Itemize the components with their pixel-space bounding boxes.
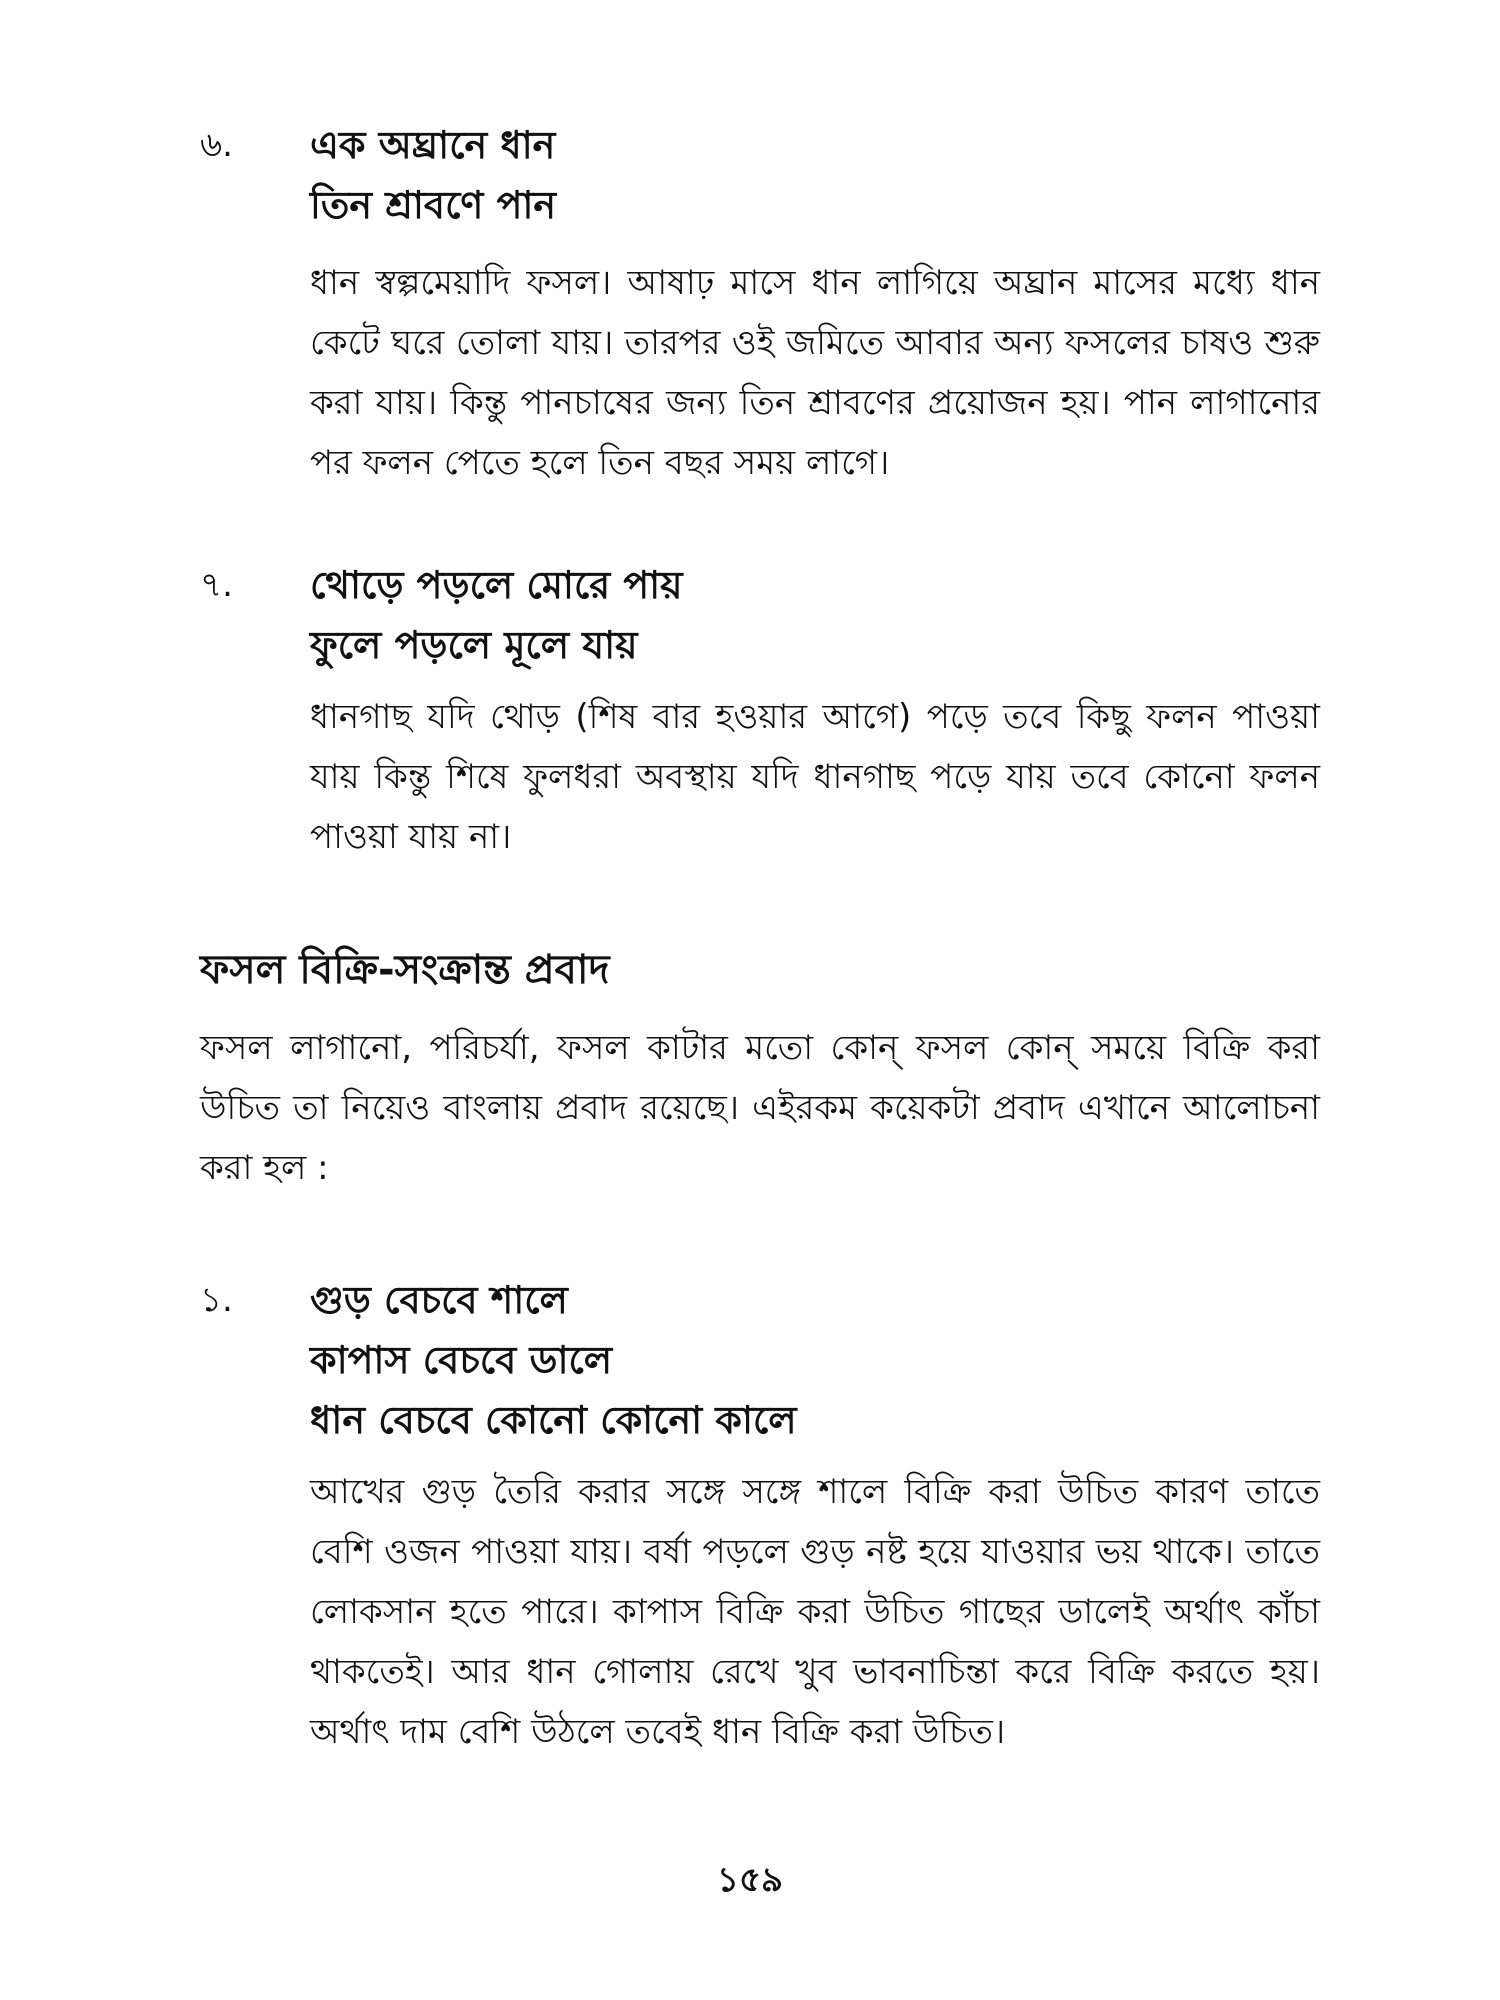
proverb-line: কাপাস বেচবে ডালে bbox=[310, 1338, 613, 1382]
proverb-explanation: ধান স্বল্পমেয়াদি ফসল। আষাঢ় মাসে ধান লাগিয়ে অঘ্রান মাসের মধ্যে ধান কেটে ঘরে তোলা যায়। তারপর ওই জমিতে আবার অন্য ফসলের চাষও শুরু করা যায়। কিন্তু পানচাষের জন্য তিন শ্রাবণের প্রয়োজন হয়। পান লাগানোর পর ফলন পেতে হলে তিন বছর সময় লাগে। bbox=[310, 263, 1320, 483]
proverb-explanation: আখের গুড় তৈরি করার সঙ্গে সঙ্গে শালে বিক্রি করা উচিত কারণ তাতে বেশি ওজন পাওয়া যায়। বর্ষা পড়লে গুড় নষ্ট হয়ে যাওয়ার ভয় থাকে। তাতে লোকসান হতে পারে। কাপাস বিক্রি করা উচিত গাছের ডালেই অর্থাৎ কাঁচা থাকতেই। আর ধান গোলায় রেখে খুব ভাবনাচিন্তা করে বিক্রি করতে হয়। অর্থাৎ দাম বেশি উঠলে তবেই ধান বিক্রি করা উচিত। bbox=[310, 1472, 1320, 1752]
page-number: ১৫৯ bbox=[716, 1860, 784, 1900]
proverb-number: ৭. bbox=[200, 565, 233, 605]
proverb-line: থোড়ে পড়লে মোরে পায় bbox=[310, 563, 683, 607]
proverb-number: ১. bbox=[200, 1280, 233, 1320]
proverb-number: ৬. bbox=[200, 125, 233, 165]
proverb-line: তিন শ্রাবণে পান bbox=[310, 183, 557, 227]
proverb-line: ফুলে পড়লে মূলে যায় bbox=[310, 623, 638, 667]
proverb-explanation: ধানগাছ যদি থোড় (শিষ বার হওয়ার আগে) পড়ে তবে কিছু ফলন পাওয়া যায় কিন্তু শিষে ফুলধরা অবস্থায় যদি ধানগাছ পড়ে যায় তবে কোনো ফলন পাওয়া যায় না। bbox=[310, 697, 1320, 857]
proverb-6 bbox=[200, 115, 1330, 493]
section-title: ফসল বিক্রি-সংক্রান্ত প্রবাদ bbox=[200, 947, 610, 993]
proverb-line: ধান বেচবে কোনো কোনো কালে bbox=[310, 1398, 797, 1442]
proverb-1 bbox=[200, 1270, 1330, 1762]
section-intro: ফসল লাগানো, পরিচর্যা, ফসল কাটার মতো কোন্‌ ফসল কোন্‌ সময়ে বিক্রি করা উচিত তা নিয়েও বাংলায় প্রবাদ রয়েছে। এইরকম কয়েকটা প্রবাদ এখানে আলোচনা করা হল : bbox=[200, 1028, 1320, 1188]
proverb-line: এক অঘ্রানে ধান bbox=[310, 123, 556, 167]
proverb-line: গুড় বেচবে শালে bbox=[310, 1278, 568, 1322]
proverb-7 bbox=[200, 555, 1330, 867]
